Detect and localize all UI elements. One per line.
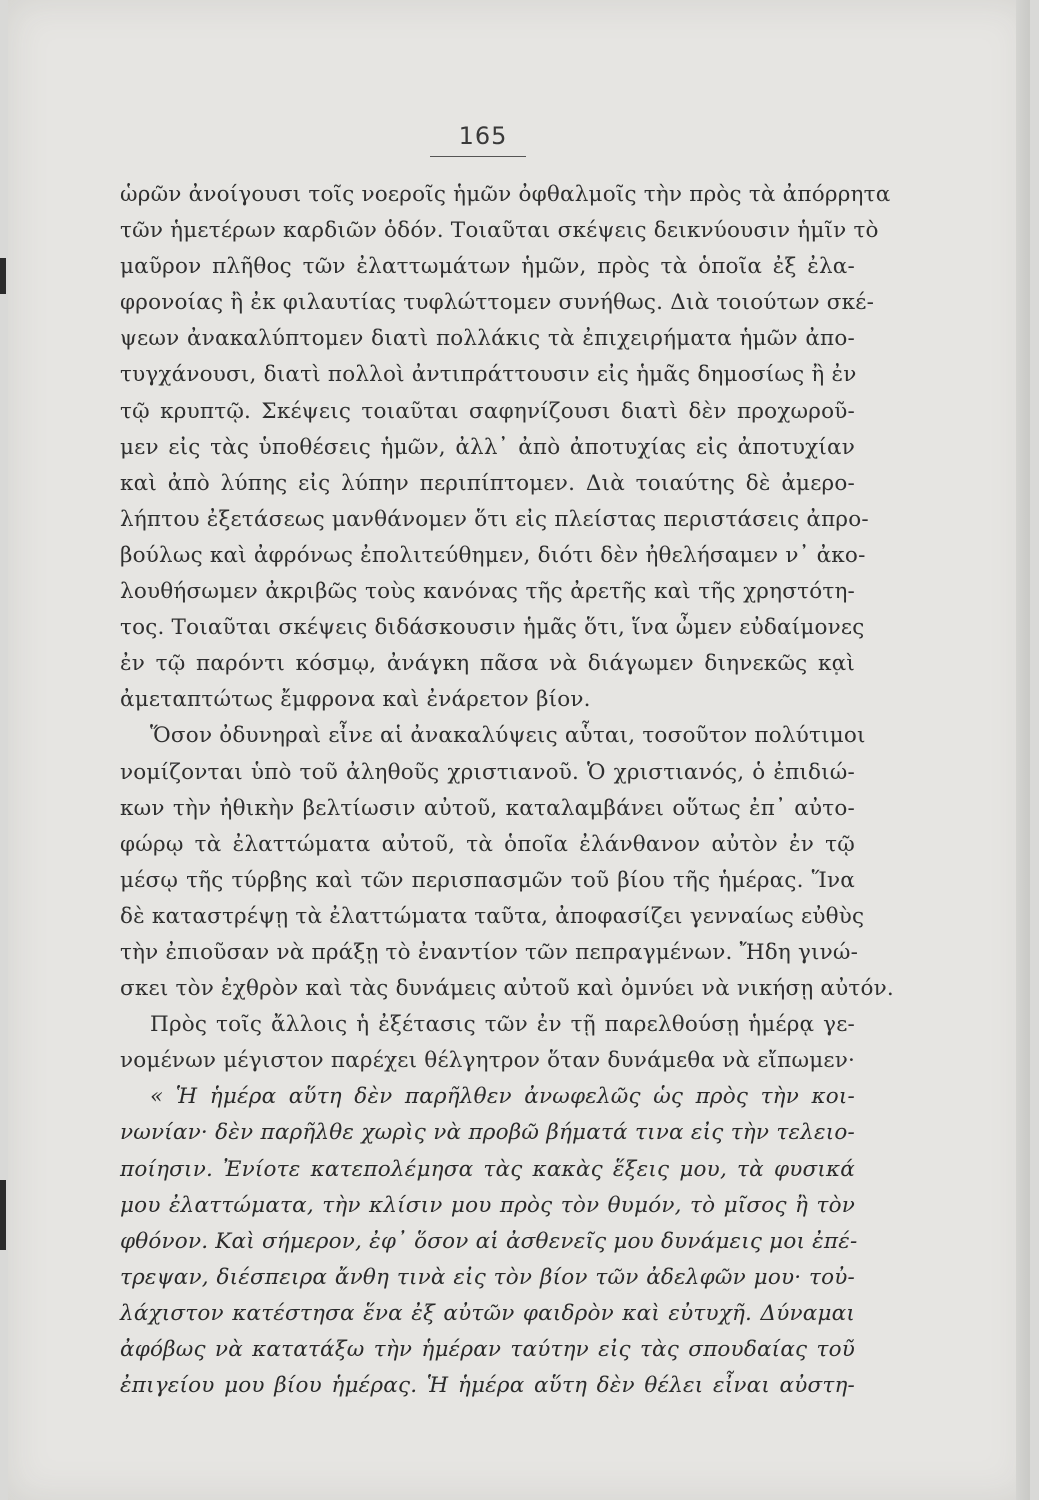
text-line: τῶν ἡμετέρων καρδιῶν ὁδόν. Τοιαῦται σκέψεις δεικνύουσιν ἡμῖν τὸ	[120, 218, 879, 244]
text-line: καὶ ἀπὸ λύπης εἰς λύπην περιπίπτομεν. Διὰ τοιαύτης δὲ ἀμερο-	[120, 470, 855, 496]
text-line: τῷ κρυπτῷ. Σκέψεις τοιαῦται σαφηνίζουσι διατὶ δὲν προχωροῦ-	[120, 398, 855, 424]
page-edge-shadow	[1016, 0, 1030, 1500]
text-line-italic: μου ἐλαττώματα, τὴν κλίσιν μου πρὸς τὸν θυμόν, τὸ μῖσος ἢ τὸν	[120, 1192, 855, 1218]
text-line: μεν εἰς τὰς ὑποθέσεις ἡμῶν, ἀλλ᾽ ἀπὸ ἀποτυχίας εἰς ἀποτυχίαν	[120, 434, 855, 460]
text-line: τος. Τοιαῦται σκέψεις διδάσκουσιν ἡμᾶς ὅτι, ἵνα ὦμεν εὐδαίμονες	[120, 615, 865, 641]
text-line: ἀμεταπτώτως ἔμφρονα καὶ ἐνάρετον βίον.	[120, 687, 591, 713]
text-line: σκει τὸν ἐχθρὸν καὶ τὰς δυνάμεις αὐτοῦ καὶ ὀμνύει νὰ νικήσῃ αὐτόν.	[120, 976, 894, 1002]
text-line-italic: ἐπιγείου μου βίου ἡμέρας. Ἡ ἡμέρα αὕτη δὲν θέλει εἶναι αὐστη-	[120, 1373, 855, 1399]
text-line: μαῦρον πλῆθος τῶν ἐλαττωμάτων ἡμῶν, πρὸς τὰ ὁποῖα ἐξ ἐλα-	[120, 254, 855, 280]
text-line: μέσῳ τῆς τύρβης καὶ τῶν περισπασμῶν τοῦ βίου τῆς ἡμέρας. Ἵνα	[120, 867, 855, 893]
text-line: κων τὴν ἠθικὴν βελτίωσιν αὐτοῦ, καταλαμβάνει οὕτως ἐπ᾽ αὐτο-	[120, 795, 855, 821]
text-line: νομένων μέγιστον παρέχει θέλγητρον ὅταν δυνάμεθα νὰ εἴπωμεν·	[120, 1048, 856, 1074]
text-line-italic: νωνίαν· δὲν παρῆλθε χωρὶς νὰ προβῶ βήματά τινα εἰς τὴν τελειο-	[120, 1120, 855, 1146]
binding-mark-bottom	[0, 1180, 6, 1250]
text-line: ψεων ἀνακαλύπτομεν διατὶ πολλάκις τὰ ἐπιχειρήματα ἡμῶν ἀπο-	[120, 326, 855, 352]
text-line: λουθήσωμεν ἀκριβῶς τοὺς κανόνας τῆς ἀρετῆς καὶ τῆς χρηστότη-	[120, 579, 855, 605]
text-line: λήπτου ἐξετάσεως μανθάνομεν ὅτι εἰς πλείστας περιστάσεις ἀπρο-	[120, 506, 869, 532]
page-body	[120, 177, 894, 1404]
text-line: φώρῳ τὰ ἐλαττώματα αὐτοῦ, τὰ ὁποῖα ἐλάνθανον αὐτὸν ἐν τῷ	[120, 831, 855, 857]
text-line-italic: φθόνον. Καὶ σήμερον, ἐφ᾽ ὅσον αἱ ἀσθενεῖς μου δυνάμεις μοι ἐπέ-	[120, 1228, 858, 1254]
binding-mark-top	[0, 258, 6, 294]
text-line: Πρὸς τοῖς ἄλλοις ἡ ἐξέτασις τῶν ἐν τῇ παρελθούσῃ ἡμέρᾳ γε-	[150, 1012, 855, 1038]
text-line-italic: τρεψαν, διέσπειρα ἄνθη τινὰ εἰς τὸν βίον τῶν ἀδελφῶν μου· τοὐ-	[120, 1264, 855, 1290]
text-line: Ὅσον ὀδυνηραὶ εἶνε αἱ ἀνακαλύψεις αὗται, τοσοῦτον πολύτιμοι	[150, 723, 866, 749]
text-line: νομίζονται ὑπὸ τοῦ ἀληθοῦς χριστιανοῦ. Ὁ χριστιανός, ὁ ἐπιδιώ-	[120, 759, 855, 785]
text-line: τυγχάνουσι, διατὶ πολλοὶ ἀντιπράττουσιν εἰς ἡμᾶς δημοσίως ἢ ἐν	[120, 362, 857, 388]
page-number: 165	[458, 122, 508, 150]
text-line: ἐν τῷ παρόντι κόσμῳ, ἀνάγκη πᾶσα νὰ διάγωμεν διηνεκῶς καὶ	[120, 651, 855, 677]
text-line: δὲ καταστρέψῃ τὰ ἐλαττώματα ταῦτα, ἀποφασίζει γενναίως εὐθὺς	[120, 903, 865, 929]
text-line: τὴν ἐπιοῦσαν νὰ πράξῃ τὸ ἐναντίον τῶν πεπραγμένων. Ἤδη γινώ-	[120, 939, 859, 965]
header-rule	[430, 156, 526, 157]
text-line-italic: λάχιστον κατέστησα ἕνα ἐξ αὐτῶν φαιδρὸν καὶ εὐτυχῆ. Δύναμαι	[120, 1300, 855, 1326]
text-line: φρονοίας ἢ ἐκ φιλαυτίας τυφλώττομεν συνήθως. Διὰ τοιούτων σκέ-	[120, 290, 875, 316]
text-line-italic: ποίησιν. Ἐνίοτε κατεπολέμησα τὰς κακὰς ἕξεις μου, τὰ φυσικά	[120, 1156, 855, 1182]
text-line-italic: ἀφόβως νὰ κατατάξω τὴν ἡμέραν ταύτην εἰς τὰς σπουδαίας τοῦ	[120, 1337, 855, 1362]
text-line-italic: « Ἡ ἡμέρα αὕτη δὲν παρῆλθεν ἀνωφελῶς ὡς πρὸς τὴν κοι-	[150, 1084, 855, 1110]
text-line: ὡρῶν ἀνοίγουσι τοῖς νοεροῖς ἡμῶν ὀφθαλμοῖς τὴν πρὸς τὰ ἀπόρρητα	[120, 182, 891, 207]
text-line: βούλως καὶ ἀφρόνως ἐπολιτεύθημεν, διότι δὲν ἠθελήσαμεν ν᾽ ἀκο-	[120, 542, 866, 568]
